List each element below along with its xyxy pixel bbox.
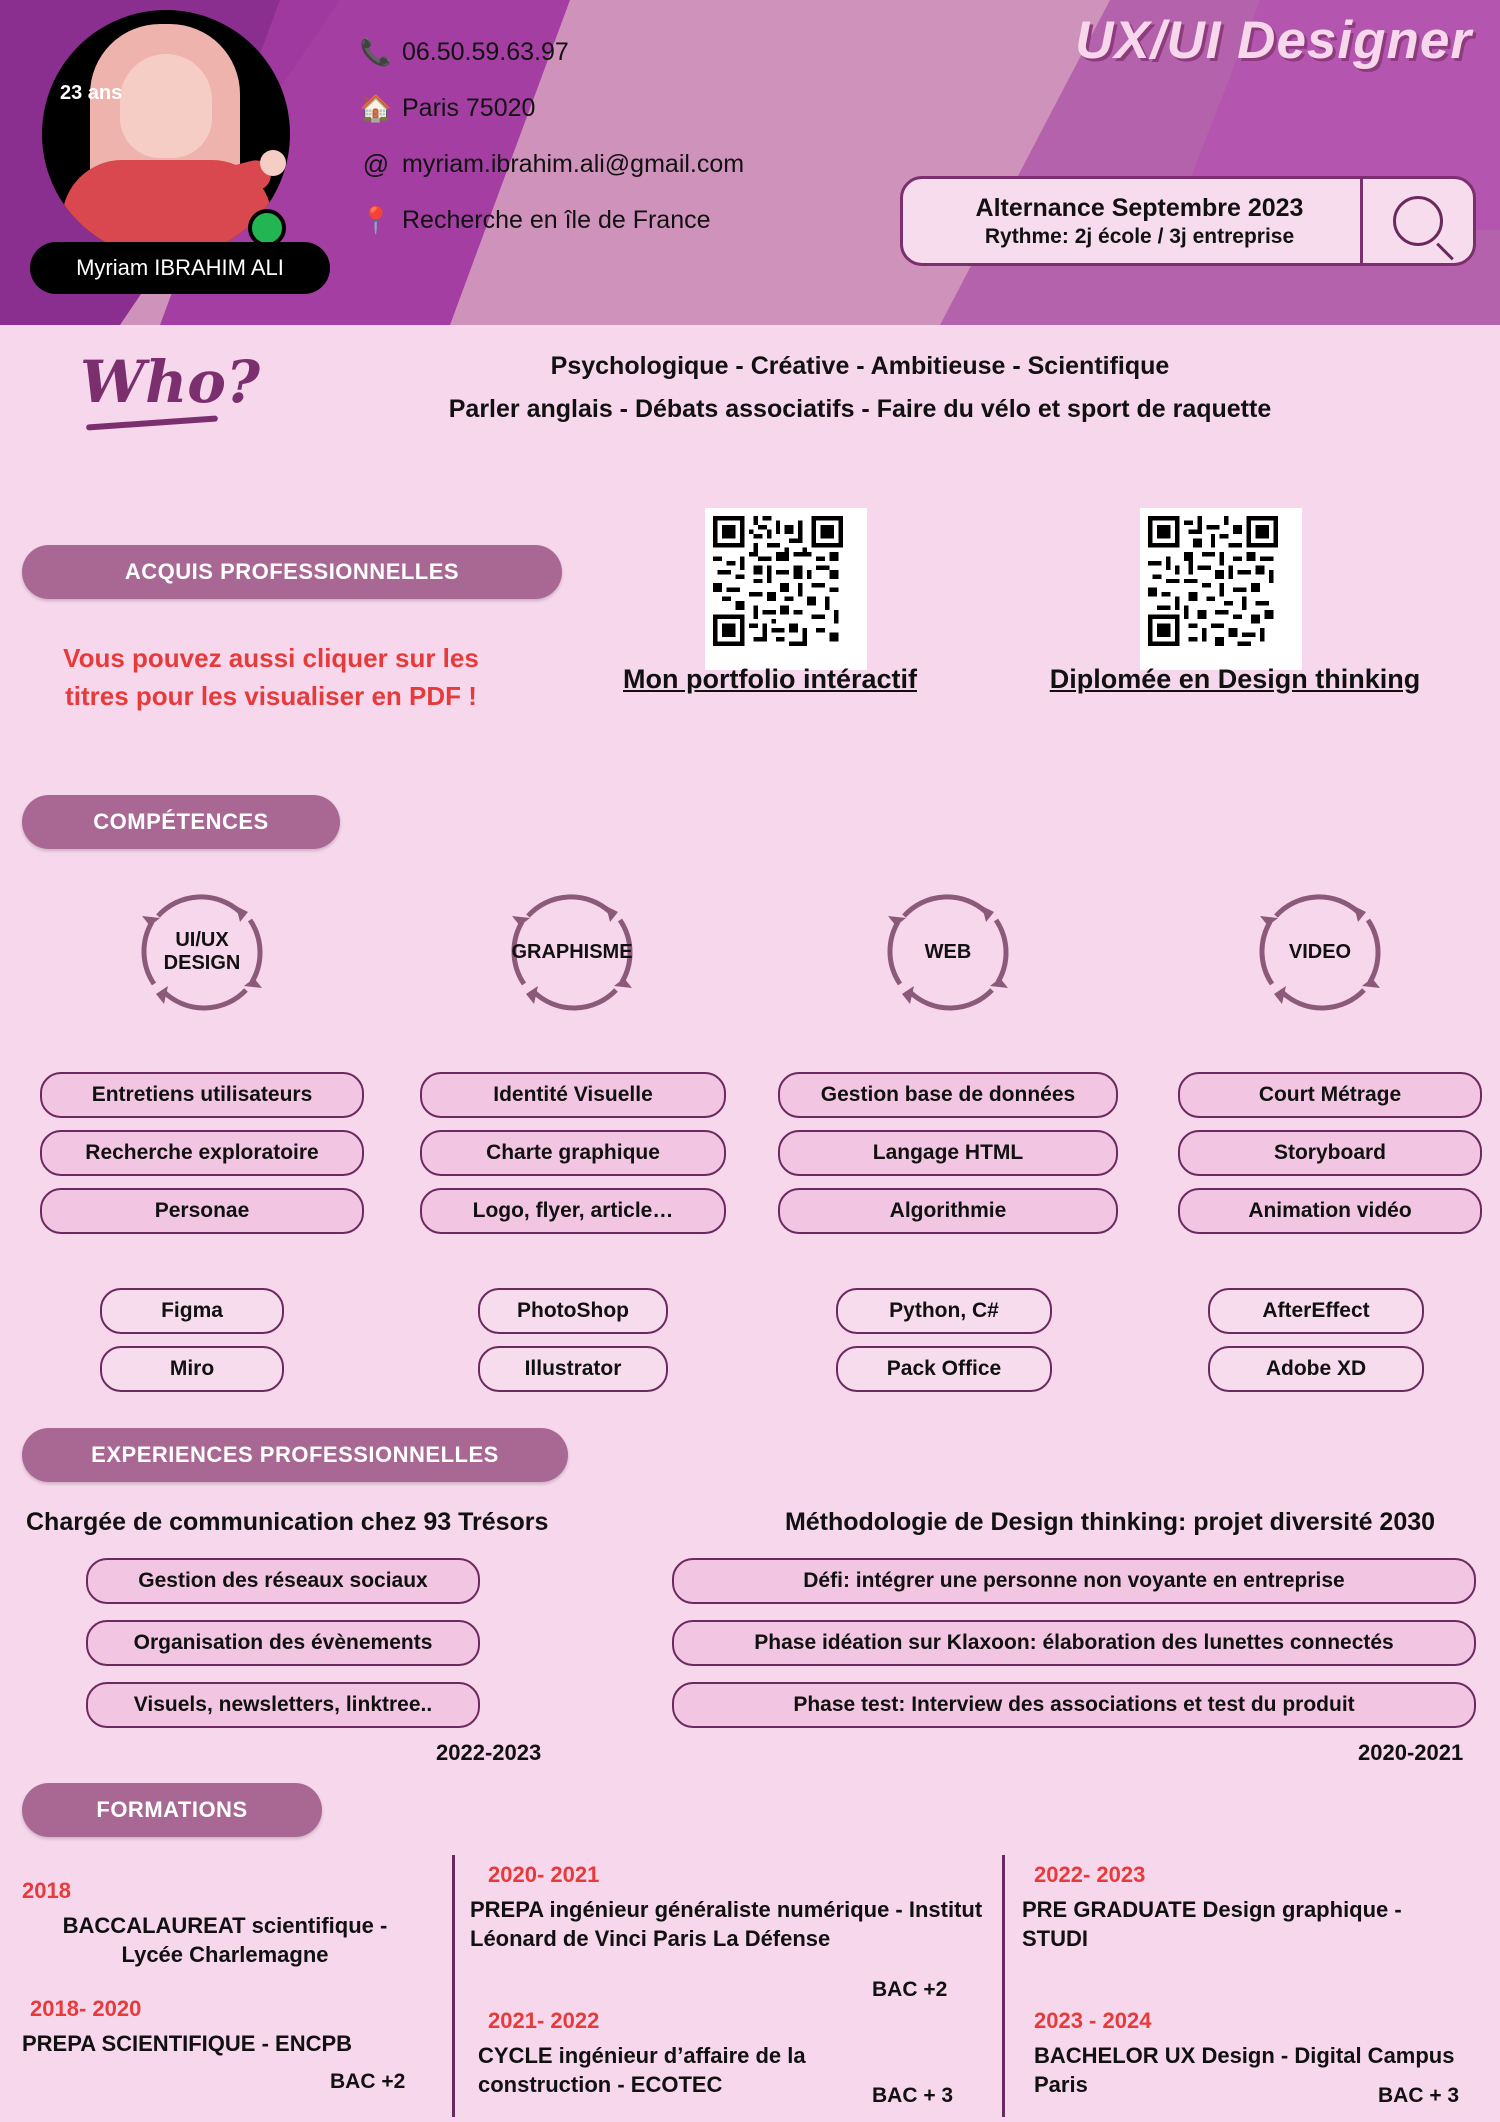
section-title-experiences: EXPERIENCES PROFESSIONNELLES (22, 1428, 568, 1482)
skill-tag: Recherche exploratoire (40, 1130, 364, 1176)
contact-row-phone[interactable] (350, 24, 910, 80)
cycle-label-web: WEB (924, 940, 972, 963)
skill-tag: Personae (40, 1188, 364, 1234)
divider (1002, 1855, 1005, 2117)
cycle-label-uiux-line2: DESIGN (163, 952, 241, 974)
section-title-acquis: ACQUIS PROFESSIONNELLES (22, 545, 562, 599)
availability-line1: Alternance Septembre 2023 (975, 193, 1304, 222)
avatar (20, 4, 290, 280)
tool-tag: Pack Office (836, 1346, 1052, 1392)
avatar-hand (260, 150, 286, 176)
availability-line2: Rythme: 2j école / 3j entreprise (984, 224, 1295, 248)
formation-text: BACHELOR UX Design - Digital Campus Paris (1034, 2043, 1455, 2097)
who-line-1: Psychologique - Créative - Ambitieuse - Scientifique (550, 352, 1170, 380)
cycle-label-uiux-line1: UI/UX (175, 929, 229, 951)
formation-text: PRE GRADUATE Design graphique - STUDI (1022, 1897, 1402, 1951)
who-line-2: Parler anglais - Débats associatifs - Faire du vélo et sport de raquette (448, 394, 1272, 423)
formation-level: BAC + 3 (1378, 2084, 1460, 2107)
who-description (330, 345, 1390, 430)
skill-tag: Identité Visuelle (420, 1072, 726, 1118)
location-pin-icon: 📍 (359, 204, 393, 235)
formation-text: PREPA SCIENTIFIQUE - ENCPB (22, 2031, 353, 2056)
cycle-icon-video (1240, 872, 1400, 1032)
cycle-label-video: VIDEO (1288, 940, 1352, 963)
skill-tag: Court Métrage (1178, 1072, 1482, 1118)
skill-tag: Algorithmie (778, 1188, 1118, 1234)
experience-bullet: Visuels, newsletters, linktree.. (86, 1682, 480, 1728)
home-icon: 🏠 (359, 92, 393, 123)
formation-text: CYCLE ingénieur d’affaire de la construction - ECOTEC (478, 2043, 806, 2097)
contact-row-location (350, 192, 910, 248)
cycle-icon-uiux (122, 872, 282, 1032)
formation-year: 2022- 2023 (1034, 1862, 1146, 1887)
contact-row-email[interactable] (350, 136, 910, 192)
contact-row-address (350, 80, 910, 136)
page-title: UX/UI Designer (1075, 11, 1472, 70)
experience-date: 2020-2021 (1358, 1740, 1464, 1765)
tool-tag: Adobe XD (1208, 1346, 1424, 1392)
age-badge: 23 ans (60, 82, 123, 104)
availability-box (900, 176, 1476, 266)
experience-title: Chargée de communication chez 93 Trésors (26, 1508, 549, 1536)
tool-tag: Python, C# (836, 1288, 1052, 1334)
experience-bullet: Organisation des évènements (86, 1620, 480, 1666)
skill-tag: Entretiens utilisateurs (40, 1072, 364, 1118)
section-title-formations: FORMATIONS (22, 1783, 322, 1837)
cycle-label-uiux (122, 872, 282, 1032)
tool-tag: AfterEffect (1208, 1288, 1424, 1334)
who-label: Who? (80, 348, 260, 416)
skill-tag: Storyboard (1178, 1130, 1482, 1176)
formation-year: 2021- 2022 (488, 2008, 600, 2033)
experience-bullet: Défi: intégrer une personne non voyante en entreprise (672, 1558, 1476, 1604)
portfolio-link[interactable]: Mon portfolio intéractif (623, 664, 917, 694)
qr-code-icon-diploma[interactable] (1140, 508, 1302, 670)
skill-tag: Animation vidéo (1178, 1188, 1482, 1234)
formation-level: BAC +2 (872, 1978, 948, 2001)
magnifier-icon (1363, 196, 1473, 246)
formation-text: PREPA ingénieur généraliste numérique - Institut Léonard de Vinci Paris La Défense (470, 1897, 983, 1951)
formation-year: 2023 - 2024 (1034, 2008, 1152, 2033)
tool-tag: PhotoShop (478, 1288, 668, 1334)
formation-level: BAC +2 (330, 2070, 406, 2093)
experience-bullet: Gestion des réseaux sociaux (86, 1558, 480, 1604)
contact-location-text: Recherche en île de France (402, 205, 711, 234)
header-banner (0, 0, 1500, 325)
tool-tag: Illustrator (478, 1346, 668, 1392)
formation-year: 2020- 2021 (488, 1862, 600, 1887)
formation-year: 2018- 2020 (30, 1996, 142, 2021)
section-title-competences: COMPÉTENCES (22, 795, 340, 849)
skill-tag: Charte graphique (420, 1130, 726, 1176)
contact-list (350, 24, 910, 248)
click-note: Vous pouvez aussi cliquer sur les titres pour les visualiser en PDF ! (63, 643, 479, 711)
formation-text: BACCALAUREAT scientifique - Lycée Charlemagne (62, 1913, 388, 1967)
tool-tag: Miro (100, 1346, 284, 1392)
cycle-icon-graphisme (492, 872, 652, 1032)
contact-phone-text: 06.50.59.63.97 (402, 37, 569, 66)
contact-email-text: myriam.ibrahim.ali@gmail.com (402, 149, 745, 178)
at-icon: @ (362, 148, 390, 179)
cycle-icon-web (868, 872, 1028, 1032)
qr-code-icon-portfolio[interactable] (705, 508, 867, 670)
experience-bullet: Phase test: Interview des associations et test du produit (672, 1682, 1476, 1728)
avatar-face (120, 54, 212, 158)
skill-tag: Langage HTML (778, 1130, 1118, 1176)
formation-level: BAC + 3 (872, 2084, 954, 2107)
diploma-link[interactable]: Diplomée en Design thinking (1049, 664, 1421, 694)
formation-year: 2018 (22, 1878, 71, 1903)
divider (452, 1855, 455, 2117)
experience-date: 2022-2023 (436, 1740, 542, 1765)
cycle-label-graphisme: GRAPHISME (511, 940, 633, 963)
candidate-name: Myriam IBRAHIM ALI (30, 242, 330, 294)
experience-bullet: Phase idéation sur Klaxoon: élaboration des lunettes connectés (672, 1620, 1476, 1666)
who-underline (86, 415, 218, 430)
skill-tag: Gestion base de données (778, 1072, 1118, 1118)
phone-icon: 📞 (359, 36, 393, 67)
contact-address-text: Paris 75020 (402, 93, 536, 122)
skill-tag: Logo, flyer, article… (420, 1188, 726, 1234)
tool-tag: Figma (100, 1288, 284, 1334)
experience-title: Méthodologie de Design thinking: projet diversité 2030 (784, 1508, 1436, 1536)
